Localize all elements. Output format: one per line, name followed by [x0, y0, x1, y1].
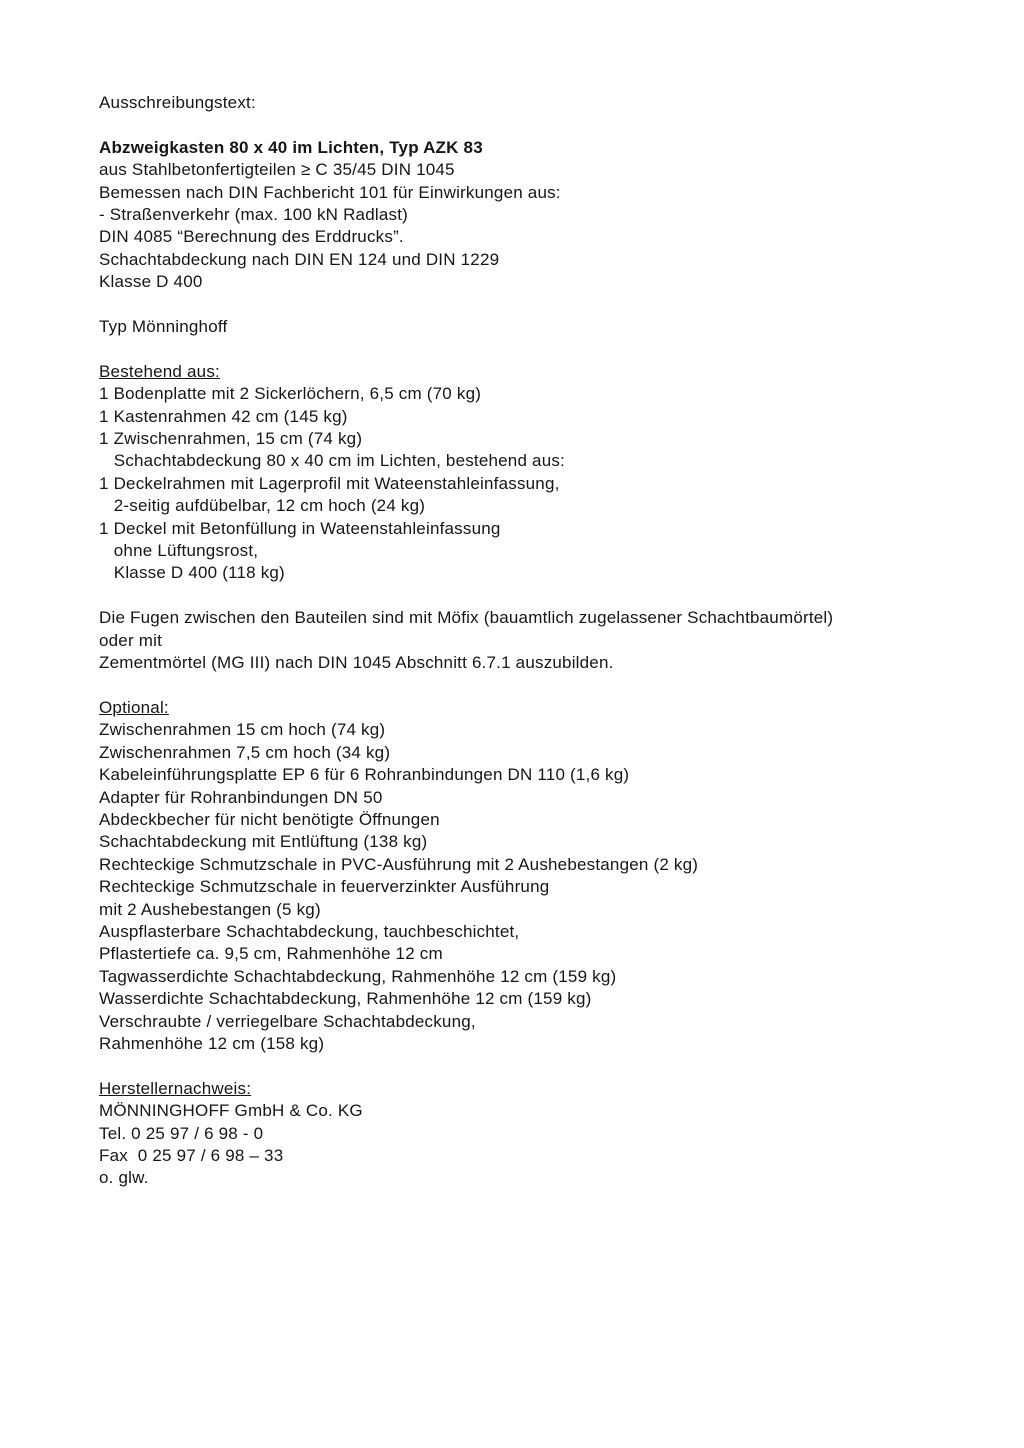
manufacturer-line: MÖNNINGHOFF GmbH & Co. KG: [99, 1101, 363, 1121]
manufacturer-heading: Herstellernachweis:: [99, 1078, 252, 1098]
optional-line: Verschraubte / verriegelbare Schachtabdeckung,: [99, 1011, 476, 1031]
optional-heading: Optional:: [99, 697, 169, 717]
optional-line: Pflastertiefe ca. 9,5 cm, Rahmenhöhe 12 cm: [99, 944, 443, 964]
spec-line: aus Stahlbetonfertigteilen ≥ C 35/45 DIN 1045: [99, 160, 455, 180]
components-heading: Bestehend aus:: [99, 361, 220, 381]
optional-line: Auspflasterbare Schachtabdeckung, tauchbeschichtet,: [99, 921, 520, 941]
optional-line: Adapter für Rohranbindungen DN 50: [99, 787, 383, 807]
spec-line: DIN 4085 “Berechnung des Erddrucks”.: [99, 227, 404, 247]
spec-line: Klasse D 400: [99, 272, 203, 292]
optional-line: mit 2 Aushebestangen (5 kg): [99, 899, 321, 919]
manufacturer-lines: [99, 1100, 974, 1190]
components-list: [99, 383, 974, 585]
component-line: Schachtabdeckung 80 x 40 cm im Lichten, bestehend aus:: [99, 451, 565, 471]
manufacturer-line: Fax 0 25 97 / 6 98 – 33: [99, 1146, 284, 1165]
type-line: Typ Mönninghoff: [99, 317, 228, 337]
intro-label: Ausschreibungstext:: [99, 93, 256, 112]
optional-line: Tagwasserdichte Schachtabdeckung, Rahmenhöhe 12 cm (159 kg): [99, 966, 617, 986]
component-line: 1 Bodenplatte mit 2 Sickerlöchern, 6,5 cm (70 kg): [99, 384, 482, 404]
optional-line: Rechteckige Schmutzschale in feuerverzinkter Ausführung: [99, 877, 550, 897]
manufacturer-line: o. glw.: [99, 1168, 149, 1188]
optional-line: Abdeckbecher für nicht benötigte Öffnungen: [99, 809, 440, 829]
joints-line: Zementmörtel (MG III) nach DIN 1045 Abschnitt 6.7.1 auszubilden.: [99, 653, 614, 673]
manufacturer-section: [99, 1078, 974, 1190]
component-line: 1 Deckelrahmen mit Lagerprofil mit Wateenstahleinfassung,: [99, 473, 560, 493]
component-line: Klasse D 400 (118 kg): [99, 563, 285, 583]
optional-line: Schachtabdeckung mit Entlüftung (138 kg): [99, 832, 428, 852]
optional-line: Rahmenhöhe 12 cm (158 kg): [99, 1033, 325, 1053]
spec-line: Bemessen nach DIN Fachbericht 101 für Einwirkungen aus:: [99, 182, 561, 202]
manufacturer-line: Tel. 0 25 97 / 6 98 - 0: [99, 1123, 264, 1143]
spec-line: - Straßenverkehr (max. 100 kN Radlast): [99, 205, 408, 225]
product-spec-lines: [99, 159, 974, 293]
optional-line: Wasserdichte Schachtabdeckung, Rahmenhöhe 12 cm (159 kg): [99, 989, 592, 1009]
optional-line: Zwischenrahmen 15 cm hoch (74 kg): [99, 720, 386, 740]
joints-section: [99, 607, 974, 674]
optional-list: [99, 719, 974, 1055]
joints-line: oder mit: [99, 630, 163, 650]
optional-line: Kabeleinführungsplatte EP 6 für 6 Rohranbindungen DN 110 (1,6 kg): [99, 765, 630, 785]
component-line: 2-seitig aufdübelbar, 12 cm hoch (24 kg): [99, 496, 426, 516]
product-title: Abzweigkasten 80 x 40 im Lichten, Typ AZK 83: [99, 137, 483, 157]
type-section: [99, 316, 974, 338]
optional-line: Rechteckige Schmutzschale in PVC-Ausführung mit 2 Aushebestangen (2 kg): [99, 854, 699, 874]
optional-section: [99, 697, 974, 1056]
joints-lines: [99, 607, 974, 674]
component-line: 1 Deckel mit Betonfüllung in Wateenstahleinfassung: [99, 518, 501, 538]
optional-line: Zwischenrahmen 7,5 cm hoch (34 kg): [99, 742, 391, 762]
component-line: ohne Lüftungsrost,: [99, 541, 259, 561]
component-line: 1 Zwischenrahmen, 15 cm (74 kg): [99, 429, 363, 449]
spec-line: Schachtabdeckung nach DIN EN 124 und DIN 1229: [99, 249, 500, 269]
joints-line: Die Fugen zwischen den Bauteilen sind mit Möfix (bauamtlich zugelassener Schachtbaumörtel): [99, 608, 834, 628]
component-line: 1 Kastenrahmen 42 cm (145 kg): [99, 406, 348, 426]
document-content: [99, 92, 974, 1212]
product-section: [99, 137, 974, 294]
components-section: [99, 361, 974, 585]
intro-section: [99, 92, 974, 114]
